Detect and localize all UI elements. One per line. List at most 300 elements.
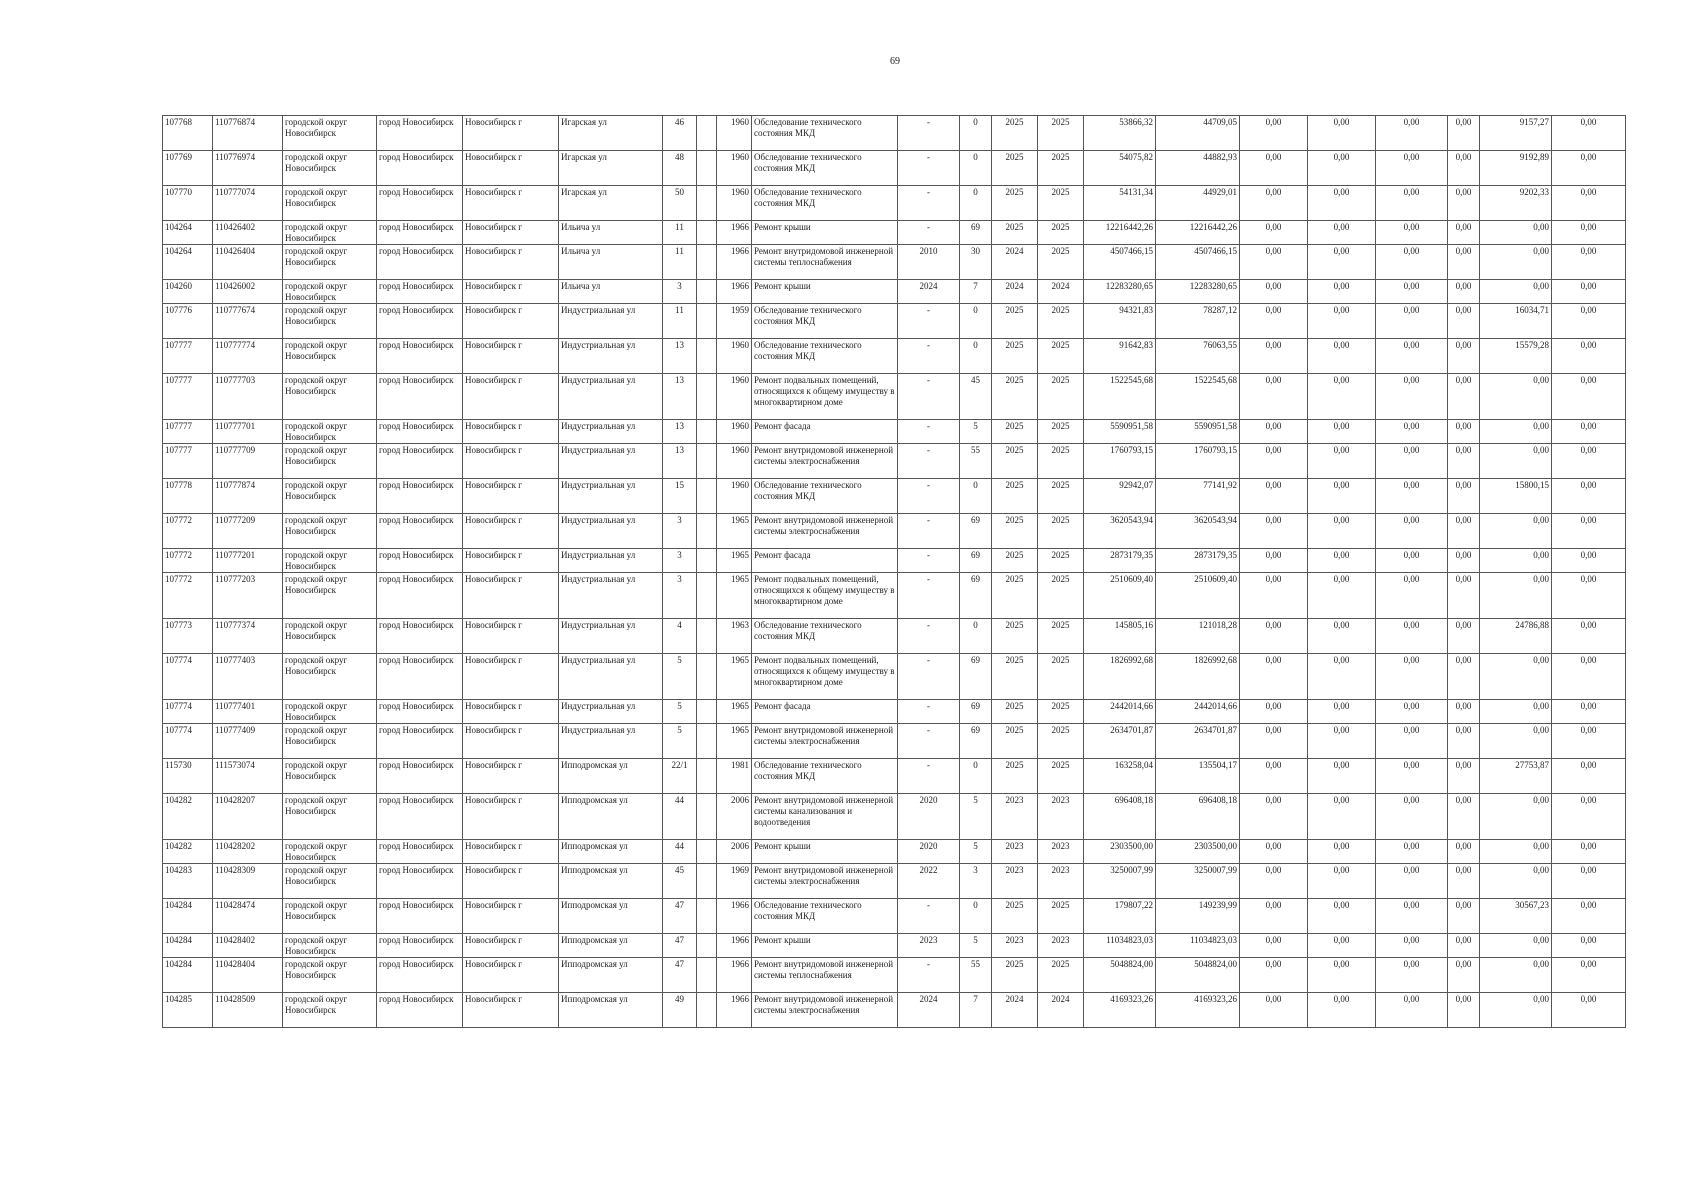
cell-work-id: 110777201	[213, 549, 283, 573]
cell-budget-local: 0,00	[1376, 794, 1448, 840]
cell-house-id: 104260	[163, 280, 213, 304]
cell-total-cost: 1826992,68	[1084, 654, 1156, 700]
cell-house-number: 47	[663, 899, 697, 934]
cell-last-repair-year: -	[898, 654, 960, 700]
cell-total-cost: 4507466,15	[1084, 245, 1156, 280]
cell-build-year: 1960	[717, 151, 752, 186]
cell-work-id: 110426404	[213, 245, 283, 280]
cell-city: Новосибирск г	[463, 186, 559, 221]
cell-other-funds: 0,00	[1448, 573, 1480, 619]
cell-municipal-district: городской округ Новосибирск	[283, 339, 377, 374]
cell-plan-year-start: 2025	[992, 573, 1038, 619]
cell-owner-funds: 0,00	[1480, 864, 1552, 899]
cell-house-id: 104282	[163, 794, 213, 840]
cell-fund-cost: 12216442,26	[1156, 221, 1240, 245]
cell-house-id: 107777	[163, 444, 213, 479]
table-row	[163, 304, 1626, 339]
cell-extra-funds: 0,00	[1552, 304, 1626, 339]
cell-last-repair-year: -	[898, 420, 960, 444]
cell-last-repair-year: 2020	[898, 840, 960, 864]
cell-building	[697, 759, 717, 794]
cell-owner-funds: 0,00	[1480, 993, 1552, 1028]
cell-municipal-district: городской округ Новосибирск	[283, 151, 377, 186]
cell-budget-local: 0,00	[1376, 374, 1448, 420]
cell-street: Ипподромская ул	[559, 840, 663, 864]
cell-house-number: 45	[663, 864, 697, 899]
cell-street: Индустриальная ул	[559, 619, 663, 654]
cell-work-id: 110777674	[213, 304, 283, 339]
cell-house-id: 107768	[163, 116, 213, 151]
cell-plan-year-start: 2025	[992, 514, 1038, 549]
cell-city: Новосибирск г	[463, 339, 559, 374]
cell-plan-year-start: 2025	[992, 221, 1038, 245]
cell-budget-regional: 0,00	[1308, 899, 1376, 934]
cell-work-type: Ремонт крыши	[752, 934, 898, 958]
table-row	[163, 245, 1626, 280]
cell-build-year: 1966	[717, 245, 752, 280]
cell-fund-cost: 696408,18	[1156, 794, 1240, 840]
cell-municipal-district: городской округ Новосибирск	[283, 116, 377, 151]
cell-budget-federal: 0,00	[1240, 654, 1308, 700]
cell-other-funds: 0,00	[1448, 958, 1480, 993]
cell-owner-funds: 9192,89	[1480, 151, 1552, 186]
cell-plan-year-end: 2025	[1038, 759, 1084, 794]
cell-budget-regional: 0,00	[1308, 479, 1376, 514]
cell-budget-regional: 0,00	[1308, 724, 1376, 759]
cell-house-number: 22/1	[663, 759, 697, 794]
cell-budget-regional: 0,00	[1308, 934, 1376, 958]
cell-last-repair-year: -	[898, 573, 960, 619]
cell-plan-year-start: 2023	[992, 934, 1038, 958]
cell-budget-federal: 0,00	[1240, 374, 1308, 420]
cell-extra-funds: 0,00	[1552, 116, 1626, 151]
cell-house-number: 4	[663, 619, 697, 654]
cell-budget-local: 0,00	[1376, 514, 1448, 549]
cell-work-id: 110777074	[213, 186, 283, 221]
cell-last-repair-year: -	[898, 151, 960, 186]
cell-house-number: 44	[663, 840, 697, 864]
cell-fund-cost: 1522545,68	[1156, 374, 1240, 420]
cell-total-cost: 11034823,03	[1084, 934, 1156, 958]
cell-other-funds: 0,00	[1448, 864, 1480, 899]
cell-wear-percent: 69	[960, 700, 992, 724]
cell-municipal-district: городской округ Новосибирск	[283, 573, 377, 619]
cell-extra-funds: 0,00	[1552, 549, 1626, 573]
cell-budget-regional: 0,00	[1308, 993, 1376, 1028]
cell-work-type: Обследование технического состояния МКД	[752, 479, 898, 514]
cell-other-funds: 0,00	[1448, 619, 1480, 654]
cell-municipal-district: городской округ Новосибирск	[283, 374, 377, 420]
cell-plan-year-start: 2025	[992, 549, 1038, 573]
cell-plan-year-end: 2025	[1038, 899, 1084, 934]
cell-street: Ипподромская ул	[559, 794, 663, 840]
cell-city: Новосибирск г	[463, 899, 559, 934]
cell-plan-year-end: 2023	[1038, 934, 1084, 958]
cell-city: Новосибирск г	[463, 864, 559, 899]
cell-settlement: город Новосибирск	[377, 374, 463, 420]
cell-extra-funds: 0,00	[1552, 700, 1626, 724]
cell-house-number: 13	[663, 339, 697, 374]
cell-work-type: Ремонт подвальных помещений, относящихся к общему имуществу в многоквартирном доме	[752, 654, 898, 700]
cell-city: Новосибирск г	[463, 479, 559, 514]
cell-wear-percent: 3	[960, 864, 992, 899]
cell-wear-percent: 69	[960, 221, 992, 245]
cell-build-year: 2006	[717, 840, 752, 864]
cell-owner-funds: 0,00	[1480, 245, 1552, 280]
cell-other-funds: 0,00	[1448, 934, 1480, 958]
cell-fund-cost: 11034823,03	[1156, 934, 1240, 958]
cell-fund-cost: 5590951,58	[1156, 420, 1240, 444]
cell-building	[697, 374, 717, 420]
cell-budget-federal: 0,00	[1240, 899, 1308, 934]
cell-budget-regional: 0,00	[1308, 514, 1376, 549]
cell-house-number: 46	[663, 116, 697, 151]
cell-street: Ипподромская ул	[559, 899, 663, 934]
cell-wear-percent: 69	[960, 654, 992, 700]
cell-settlement: город Новосибирск	[377, 864, 463, 899]
cell-house-number: 3	[663, 514, 697, 549]
cell-house-id: 107777	[163, 339, 213, 374]
cell-work-id: 110426002	[213, 280, 283, 304]
table-row	[163, 420, 1626, 444]
cell-city: Новосибирск г	[463, 934, 559, 958]
cell-work-type: Ремонт крыши	[752, 280, 898, 304]
cell-building	[697, 221, 717, 245]
cell-owner-funds: 30567,23	[1480, 899, 1552, 934]
cell-plan-year-start: 2023	[992, 840, 1038, 864]
cell-budget-federal: 0,00	[1240, 794, 1308, 840]
cell-street: Индустриальная ул	[559, 724, 663, 759]
cell-building	[697, 899, 717, 934]
cell-owner-funds: 0,00	[1480, 794, 1552, 840]
cell-other-funds: 0,00	[1448, 899, 1480, 934]
cell-work-id: 111573074	[213, 759, 283, 794]
table-row	[163, 151, 1626, 186]
cell-budget-federal: 0,00	[1240, 759, 1308, 794]
cell-total-cost: 53866,32	[1084, 116, 1156, 151]
table-row	[163, 934, 1626, 958]
cell-last-repair-year: -	[898, 549, 960, 573]
cell-house-id: 104264	[163, 221, 213, 245]
cell-last-repair-year: 2024	[898, 993, 960, 1028]
cell-house-id: 107773	[163, 619, 213, 654]
cell-settlement: город Новосибирск	[377, 339, 463, 374]
cell-extra-funds: 0,00	[1552, 573, 1626, 619]
cell-building	[697, 993, 717, 1028]
cell-budget-local: 0,00	[1376, 934, 1448, 958]
cell-work-id: 110428207	[213, 794, 283, 840]
cell-city: Новосибирск г	[463, 221, 559, 245]
cell-plan-year-end: 2025	[1038, 444, 1084, 479]
cell-house-number: 44	[663, 794, 697, 840]
cell-plan-year-end: 2025	[1038, 479, 1084, 514]
cell-work-id: 110777203	[213, 573, 283, 619]
cell-plan-year-end: 2025	[1038, 245, 1084, 280]
cell-build-year: 1960	[717, 186, 752, 221]
cell-work-type: Ремонт фасада	[752, 549, 898, 573]
cell-house-id: 104283	[163, 864, 213, 899]
cell-last-repair-year: -	[898, 899, 960, 934]
cell-fund-cost: 12283280,65	[1156, 280, 1240, 304]
cell-city: Новосибирск г	[463, 280, 559, 304]
cell-budget-federal: 0,00	[1240, 245, 1308, 280]
cell-budget-federal: 0,00	[1240, 339, 1308, 374]
cell-building	[697, 724, 717, 759]
cell-plan-year-start: 2025	[992, 700, 1038, 724]
cell-other-funds: 0,00	[1448, 186, 1480, 221]
cell-house-number: 48	[663, 151, 697, 186]
cell-work-type: Ремонт крыши	[752, 221, 898, 245]
cell-municipal-district: городской округ Новосибирск	[283, 794, 377, 840]
cell-build-year: 1965	[717, 700, 752, 724]
table-row	[163, 280, 1626, 304]
cell-extra-funds: 0,00	[1552, 374, 1626, 420]
cell-budget-federal: 0,00	[1240, 221, 1308, 245]
cell-other-funds: 0,00	[1448, 759, 1480, 794]
cell-budget-local: 0,00	[1376, 116, 1448, 151]
table-row	[163, 724, 1626, 759]
cell-work-type: Обследование технического состояния МКД	[752, 339, 898, 374]
cell-fund-cost: 2510609,40	[1156, 573, 1240, 619]
cell-work-type: Ремонт фасада	[752, 700, 898, 724]
cell-extra-funds: 0,00	[1552, 654, 1626, 700]
cell-total-cost: 179807,22	[1084, 899, 1156, 934]
cell-fund-cost: 44709,05	[1156, 116, 1240, 151]
cell-street: Ильича ул	[559, 245, 663, 280]
cell-budget-regional: 0,00	[1308, 245, 1376, 280]
cell-municipal-district: городской округ Новосибирск	[283, 549, 377, 573]
cell-total-cost: 2634701,87	[1084, 724, 1156, 759]
cell-build-year: 1960	[717, 479, 752, 514]
cell-plan-year-end: 2023	[1038, 840, 1084, 864]
cell-total-cost: 3620543,94	[1084, 514, 1156, 549]
cell-last-repair-year: 2024	[898, 280, 960, 304]
cell-fund-cost: 2873179,35	[1156, 549, 1240, 573]
cell-building	[697, 549, 717, 573]
cell-settlement: город Новосибирск	[377, 573, 463, 619]
cell-house-id: 107777	[163, 420, 213, 444]
cell-work-id: 110776974	[213, 151, 283, 186]
cell-building	[697, 444, 717, 479]
cell-fund-cost: 135504,17	[1156, 759, 1240, 794]
cell-last-repair-year: 2020	[898, 794, 960, 840]
cell-plan-year-end: 2025	[1038, 221, 1084, 245]
cell-budget-local: 0,00	[1376, 654, 1448, 700]
cell-wear-percent: 55	[960, 444, 992, 479]
cell-budget-regional: 0,00	[1308, 549, 1376, 573]
cell-build-year: 1966	[717, 993, 752, 1028]
cell-budget-regional: 0,00	[1308, 116, 1376, 151]
capital-repair-table	[162, 115, 1626, 1028]
cell-work-type: Обследование технического состояния МКД	[752, 759, 898, 794]
cell-wear-percent: 0	[960, 186, 992, 221]
cell-last-repair-year: 2010	[898, 245, 960, 280]
cell-work-type: Ремонт крыши	[752, 840, 898, 864]
cell-extra-funds: 0,00	[1552, 339, 1626, 374]
cell-city: Новосибирск г	[463, 116, 559, 151]
cell-house-id: 115730	[163, 759, 213, 794]
cell-other-funds: 0,00	[1448, 116, 1480, 151]
cell-wear-percent: 0	[960, 479, 992, 514]
cell-municipal-district: городской округ Новосибирск	[283, 654, 377, 700]
cell-street: Индустриальная ул	[559, 479, 663, 514]
table-row	[163, 654, 1626, 700]
cell-extra-funds: 0,00	[1552, 993, 1626, 1028]
cell-work-type: Ремонт внутридомовой инженерной системы теплоснабжения	[752, 958, 898, 993]
table-row	[163, 479, 1626, 514]
cell-street: Индустриальная ул	[559, 304, 663, 339]
cell-building	[697, 934, 717, 958]
cell-total-cost: 54131,34	[1084, 186, 1156, 221]
cell-extra-funds: 0,00	[1552, 420, 1626, 444]
cell-budget-federal: 0,00	[1240, 840, 1308, 864]
cell-build-year: 1965	[717, 724, 752, 759]
cell-budget-regional: 0,00	[1308, 840, 1376, 864]
cell-owner-funds: 9202,33	[1480, 186, 1552, 221]
cell-house-id: 107778	[163, 479, 213, 514]
cell-fund-cost: 76063,55	[1156, 339, 1240, 374]
cell-build-year: 1960	[717, 420, 752, 444]
cell-fund-cost: 44929,01	[1156, 186, 1240, 221]
cell-fund-cost: 5048824,00	[1156, 958, 1240, 993]
cell-budget-local: 0,00	[1376, 573, 1448, 619]
cell-extra-funds: 0,00	[1552, 724, 1626, 759]
cell-budget-federal: 0,00	[1240, 479, 1308, 514]
cell-last-repair-year: -	[898, 221, 960, 245]
cell-city: Новосибирск г	[463, 151, 559, 186]
cell-work-id: 110428309	[213, 864, 283, 899]
cell-work-id: 110777409	[213, 724, 283, 759]
cell-other-funds: 0,00	[1448, 444, 1480, 479]
cell-house-id: 104282	[163, 840, 213, 864]
cell-house-number: 50	[663, 186, 697, 221]
cell-municipal-district: городской округ Новосибирск	[283, 958, 377, 993]
cell-total-cost: 2510609,40	[1084, 573, 1156, 619]
cell-municipal-district: городской округ Новосибирск	[283, 864, 377, 899]
cell-street: Индустриальная ул	[559, 374, 663, 420]
cell-plan-year-start: 2024	[992, 245, 1038, 280]
cell-last-repair-year: -	[898, 444, 960, 479]
cell-settlement: город Новосибирск	[377, 151, 463, 186]
cell-plan-year-start: 2025	[992, 958, 1038, 993]
cell-budget-federal: 0,00	[1240, 514, 1308, 549]
cell-budget-local: 0,00	[1376, 759, 1448, 794]
cell-building	[697, 619, 717, 654]
cell-other-funds: 0,00	[1448, 304, 1480, 339]
cell-budget-local: 0,00	[1376, 444, 1448, 479]
cell-budget-local: 0,00	[1376, 700, 1448, 724]
cell-city: Новосибирск г	[463, 958, 559, 993]
cell-budget-federal: 0,00	[1240, 958, 1308, 993]
cell-owner-funds: 0,00	[1480, 374, 1552, 420]
cell-plan-year-end: 2025	[1038, 619, 1084, 654]
table-row	[163, 700, 1626, 724]
cell-total-cost: 145805,16	[1084, 619, 1156, 654]
cell-house-id: 104284	[163, 899, 213, 934]
cell-owner-funds: 0,00	[1480, 700, 1552, 724]
cell-extra-funds: 0,00	[1552, 245, 1626, 280]
cell-other-funds: 0,00	[1448, 794, 1480, 840]
cell-work-id: 110777401	[213, 700, 283, 724]
cell-house-number: 3	[663, 549, 697, 573]
cell-work-id: 110428509	[213, 993, 283, 1028]
cell-plan-year-end: 2025	[1038, 304, 1084, 339]
cell-settlement: город Новосибирск	[377, 479, 463, 514]
cell-house-id: 107770	[163, 186, 213, 221]
table-row	[163, 549, 1626, 573]
cell-budget-local: 0,00	[1376, 549, 1448, 573]
cell-build-year: 1960	[717, 444, 752, 479]
table-row	[163, 759, 1626, 794]
cell-wear-percent: 0	[960, 899, 992, 934]
cell-work-id: 110776874	[213, 116, 283, 151]
cell-last-repair-year: -	[898, 116, 960, 151]
cell-other-funds: 0,00	[1448, 339, 1480, 374]
cell-budget-regional: 0,00	[1308, 444, 1376, 479]
cell-city: Новосибирск г	[463, 573, 559, 619]
cell-street: Ипподромская ул	[559, 934, 663, 958]
cell-extra-funds: 0,00	[1552, 934, 1626, 958]
cell-settlement: город Новосибирск	[377, 700, 463, 724]
cell-street: Индустриальная ул	[559, 339, 663, 374]
cell-building	[697, 840, 717, 864]
cell-owner-funds: 0,00	[1480, 654, 1552, 700]
cell-build-year: 1965	[717, 573, 752, 619]
cell-build-year: 1960	[717, 339, 752, 374]
cell-plan-year-start: 2025	[992, 724, 1038, 759]
cell-house-number: 47	[663, 934, 697, 958]
cell-build-year: 1965	[717, 514, 752, 549]
cell-work-id: 110777874	[213, 479, 283, 514]
cell-plan-year-start: 2025	[992, 304, 1038, 339]
cell-plan-year-end: 2025	[1038, 186, 1084, 221]
cell-plan-year-start: 2023	[992, 794, 1038, 840]
cell-total-cost: 5590951,58	[1084, 420, 1156, 444]
cell-build-year: 1966	[717, 958, 752, 993]
cell-building	[697, 654, 717, 700]
cell-house-id: 107774	[163, 700, 213, 724]
cell-plan-year-start: 2025	[992, 479, 1038, 514]
cell-build-year: 1963	[717, 619, 752, 654]
cell-house-number: 13	[663, 420, 697, 444]
cell-house-number: 5	[663, 700, 697, 724]
cell-street: Индустриальная ул	[559, 444, 663, 479]
cell-settlement: город Новосибирск	[377, 420, 463, 444]
cell-house-id: 107774	[163, 724, 213, 759]
cell-house-number: 5	[663, 654, 697, 700]
cell-plan-year-end: 2024	[1038, 280, 1084, 304]
cell-wear-percent: 5	[960, 794, 992, 840]
cell-budget-federal: 0,00	[1240, 573, 1308, 619]
cell-total-cost: 163258,04	[1084, 759, 1156, 794]
cell-other-funds: 0,00	[1448, 514, 1480, 549]
cell-last-repair-year: -	[898, 186, 960, 221]
cell-owner-funds: 0,00	[1480, 280, 1552, 304]
cell-work-type: Ремонт внутридомовой инженерной системы электроснабжения	[752, 864, 898, 899]
cell-budget-regional: 0,00	[1308, 304, 1376, 339]
cell-total-cost: 12216442,26	[1084, 221, 1156, 245]
cell-city: Новосибирск г	[463, 245, 559, 280]
cell-extra-funds: 0,00	[1552, 221, 1626, 245]
cell-building	[697, 304, 717, 339]
cell-budget-federal: 0,00	[1240, 280, 1308, 304]
cell-budget-regional: 0,00	[1308, 958, 1376, 993]
cell-municipal-district: городской округ Новосибирск	[283, 186, 377, 221]
cell-last-repair-year: -	[898, 958, 960, 993]
cell-last-repair-year: 2023	[898, 934, 960, 958]
cell-work-type: Ремонт внутридомовой инженерной системы электроснабжения	[752, 514, 898, 549]
cell-owner-funds: 15579,28	[1480, 339, 1552, 374]
